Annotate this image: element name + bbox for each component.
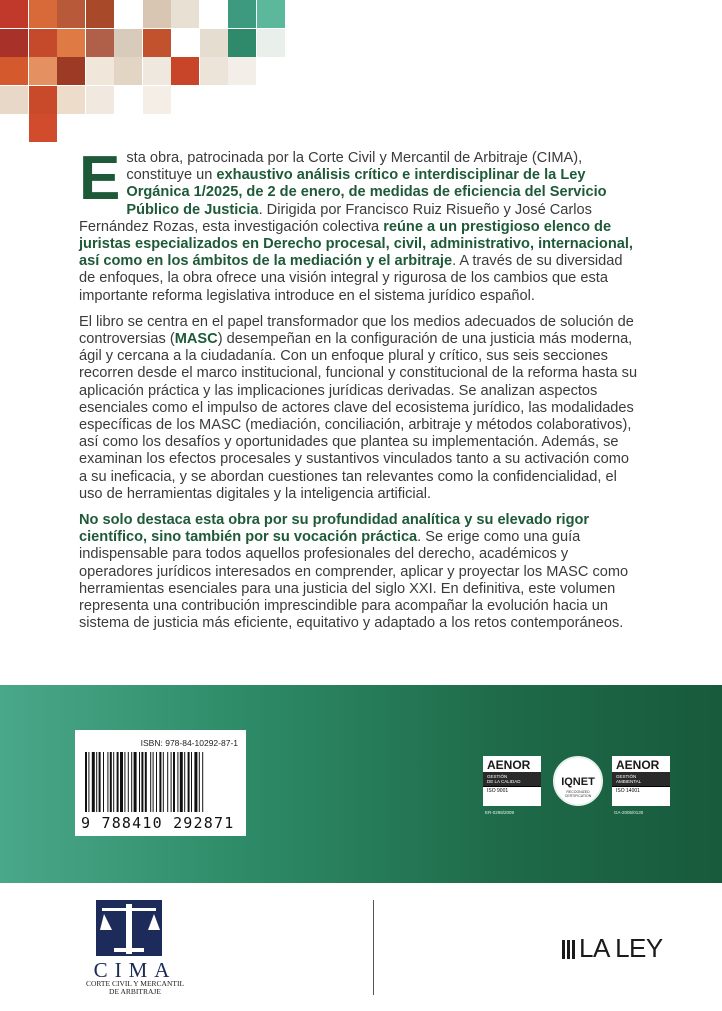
iqnet-badge [553, 756, 603, 806]
mosaic-tile [257, 0, 285, 28]
paragraph-2 [79, 314, 639, 503]
highlight-text: No solo destaca esta obra por su profundidad analítica y su elevado rigor científico, sino también por su vocación práctica [79, 512, 590, 546]
mosaic-tile [29, 114, 57, 142]
mosaic-tile [86, 0, 114, 28]
mosaic-tile [57, 0, 85, 28]
aenor-code: ER-0298/2009 [485, 810, 515, 815]
aenor-quality-badge [483, 756, 541, 815]
cima-logo [70, 900, 200, 1000]
mosaic-tile [200, 29, 228, 57]
mosaic-tile [29, 86, 57, 114]
isbn-digits: 9 788410 292871 [81, 814, 235, 832]
isbn-label: ISBN: 978-84-10292-87-1 [140, 738, 238, 748]
decorative-mosaic [0, 0, 290, 140]
iqnet-sub: RECOGNIZED CERTIFICATION [564, 790, 592, 798]
mosaic-tile [0, 57, 28, 85]
publisher-name: LA LEY [579, 933, 663, 963]
cima-sub-line2: DE ARBITRAJE [109, 987, 161, 996]
mosaic-tile [0, 0, 28, 28]
mosaic-tile [0, 86, 28, 114]
mosaic-tile [29, 57, 57, 85]
mosaic-tile [86, 57, 114, 85]
drop-cap: E [79, 144, 121, 213]
body-text: . A través de su diversidad de enfoques, la obra ofrece una visión integral y rigurosa de los cambios que esta importante reforma legislativa introduce en el sistema jurídico español. [79, 253, 623, 304]
footer-divider [373, 900, 374, 995]
aenor-iso: ISO 9001 [483, 786, 541, 795]
aenor-environment-badge [612, 756, 670, 815]
body-text: El libro se centra en el papel transformador que los medios adecuados de solución de controversias ( [79, 313, 634, 348]
mosaic-tile [86, 86, 114, 114]
mosaic-tile [171, 57, 199, 85]
cima-name: CIMA [93, 958, 177, 982]
mosaic-tile [143, 57, 171, 85]
cima-sub-line1: CORTE CIVIL Y MERCANTIL [85, 979, 185, 988]
aenor-line1: GESTIÓN [616, 774, 637, 779]
body-text: sta obra, patrocinada por la Corte Civil y Mercantil de Arbitraje (CIMA), constituye un [126, 150, 583, 184]
back-cover-text [79, 144, 639, 641]
highlight-text: MASC [174, 331, 218, 348]
mosaic-tile [228, 57, 256, 85]
mosaic-tile [114, 29, 142, 57]
mosaic-tile [257, 29, 285, 57]
body-text: . Dirigida por Francisco Ruiz Risueño y José Carlos Fernández Rozas, esta investigación colectiva [79, 201, 592, 235]
mosaic-tile [86, 29, 114, 57]
aenor-body [483, 772, 541, 786]
mosaic-tile [57, 57, 85, 85]
aenor-line1: GESTIÓN [487, 774, 508, 779]
mosaic-tile [143, 29, 171, 57]
body-text: ) desempeñan en la configuración de una justicia más moderna, ágil y cercana a la ciudadanía. Con un enfoque plural y crítico, sus seis secciones recorren desde el marco institucional, funcional y constitucional de la reforma hasta su aplicación práctica y las implicaciones jurídicas derivadas. Se analizan aspectos esenciales como el impulso de actores clave del ecosistema jurídico, las modalidades específicas de los MASC (mediación, conciliación, arbitraje y métodos colaborativos), así como los desafíos y oportunidades que plantea su implementación. Además, se examinan los efectos procesales y sustantivos vinculados tanto a su activación como a su ineficacia, y se abordan cuestiones tan relevantes como la confidencialidad, el uso de herramientas digitales y la inteligencia artificial. [79, 331, 638, 502]
highlight-text: reúne a un prestigioso elenco de juristas especializados en Derecho procesal, civil, administrativo, internacional, así como en los ámbitos de la mediación y el arbitraje [79, 218, 633, 270]
mosaic-tile [171, 0, 199, 28]
barcode-panel [75, 730, 246, 836]
mosaic-tile [0, 29, 28, 57]
aenor-iso: ISO 14001 [612, 786, 670, 795]
barcode-icon [83, 752, 237, 816]
mosaic-tile [143, 86, 171, 114]
mosaic-tile [57, 29, 85, 57]
mosaic-tile [228, 0, 256, 28]
aenor-brand: AENOR [483, 756, 541, 772]
aenor-brand: AENOR [612, 756, 670, 772]
mosaic-tile [228, 29, 256, 57]
cima-subtitle [70, 980, 200, 996]
aenor-line2: AMBIENTAL [616, 779, 642, 784]
mosaic-tile [200, 57, 228, 85]
mosaic-tile [29, 0, 57, 28]
mosaic-tile [114, 57, 142, 85]
aenor-line2: DE LA CALIDAD [487, 779, 521, 784]
mosaic-tile [57, 86, 85, 114]
paragraph-3 [79, 512, 639, 632]
aenor-body [612, 772, 670, 786]
aenor-code: GA-2005/0130 [614, 810, 644, 815]
la-ley-bars-icon [562, 933, 577, 964]
la-ley-logo [562, 933, 663, 964]
mosaic-tile [143, 0, 171, 28]
mosaic-tile [29, 29, 57, 57]
highlight-text: exhaustivo análisis crítico e interdisciplinar de la Ley Orgánica 1/2025, de 2 de enero, de medidas de eficiencia del Servicio Público de Justicia [126, 167, 607, 218]
paragraph-1-body [79, 144, 633, 304]
scales-icon [70, 900, 200, 960]
paragraph-1 [79, 144, 639, 305]
iqnet-brand: IQNET [561, 776, 595, 788]
body-text: . Se erige como una guía indispensable para todos aquellos profesionales del derecho, académicos y operadores jurídicos interesados en comprender, aplicar y proyectar los MASC como herramientas esenciales para una justicia del siglo XXI. En definitiva, este volumen representa una contribución imprescindible para acompañar la evolución hacia un sistema de justicia más eficiente, equitativo y adaptado a los retos contemporáneos. [79, 529, 629, 632]
